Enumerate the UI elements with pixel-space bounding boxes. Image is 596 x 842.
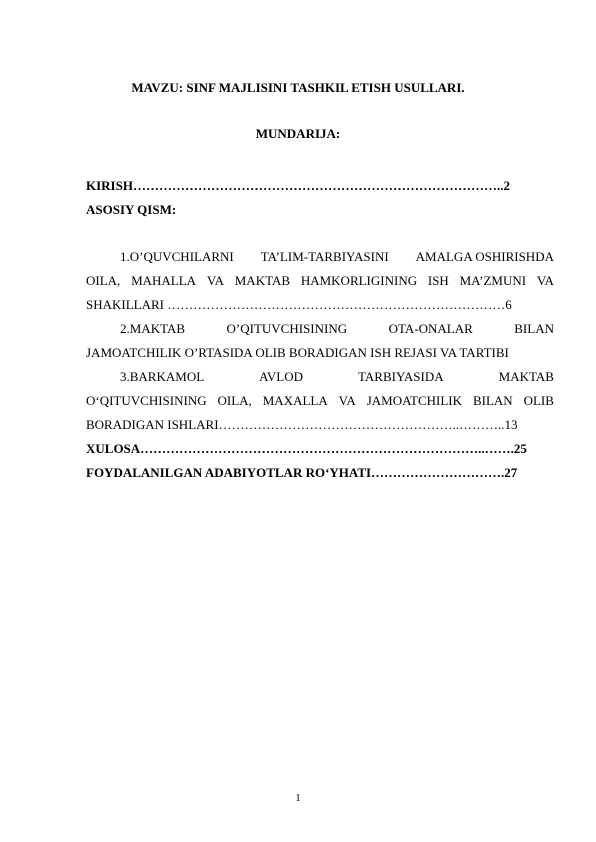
toc-entry-section1-line2 — [86, 273, 554, 289]
word: BILAN — [514, 321, 554, 336]
word: VA — [536, 273, 554, 288]
word: MAKTAB — [498, 369, 554, 384]
word: O‘QITUVCHISINING — [86, 393, 207, 408]
word: OLIB — [523, 393, 554, 408]
word: HAMKORLIGINING — [300, 273, 418, 288]
word: VA — [338, 393, 356, 408]
word: O’QITUVCHISINING — [226, 321, 348, 336]
document-title: MAVZU: SINF MAJLISINI TASHKIL ETISH USULLARI. — [131, 80, 465, 95]
word: VA — [206, 273, 224, 288]
toc-entry-section1-line3: SHAKILLARI ……………………………………………………………………6 — [86, 297, 512, 312]
toc-entry-section2-line1 — [120, 321, 554, 337]
toc-entry-section2-line2: JAMOATCHILIK O’RTASIDA OLIB BORADIGAN ISH REJASI VA TARTIBI — [86, 345, 509, 360]
word: TA’LIM-TARBIYASINI — [260, 249, 389, 264]
word: 1.O’QUVCHILARNI — [120, 249, 234, 264]
word: AVLOD — [259, 369, 303, 384]
contents-heading: MUNDARIJA: — [255, 126, 341, 141]
word: MAKTAB — [234, 273, 291, 288]
toc-entry-section3-line1 — [120, 369, 554, 385]
word: OILA, — [86, 273, 121, 288]
toc-entry-section3-line3: BORADIGAN ISHLARI………………………………………………..………..13 — [86, 417, 518, 432]
word: ISH — [427, 273, 449, 288]
word: OTA-ONALAR — [388, 321, 473, 336]
page-number: 1 — [295, 792, 301, 804]
word: 3.BARKAMOL — [120, 369, 205, 384]
toc-entry-conclusion: XULOSA……………………………………………………………………..…….25 — [86, 441, 527, 456]
word: JAMOATCHILIK — [366, 393, 463, 408]
toc-entry-references: FOYDALANILGAN ADABIYOTLAR RO‘YHATI………………………….27 — [86, 465, 518, 480]
word: MAHALLA — [131, 273, 197, 288]
toc-entry-section3-line2 — [86, 393, 554, 409]
main-part-heading: ASOSIY QISM: — [86, 202, 177, 217]
word: AMALGA OSHIRISHDA — [415, 249, 554, 264]
word: BILAN — [472, 393, 513, 408]
word: MA’ZMUNI — [459, 273, 527, 288]
word: MAXALLA — [262, 393, 328, 408]
word: 2.MAKTAB — [120, 321, 186, 336]
toc-entry-intro: KIRISH…………………………………………………………………………..2 — [86, 178, 510, 193]
word: TARBIYASIDA — [358, 369, 444, 384]
toc-entry-section1-line1 — [120, 249, 554, 265]
word: OILA, — [217, 393, 252, 408]
